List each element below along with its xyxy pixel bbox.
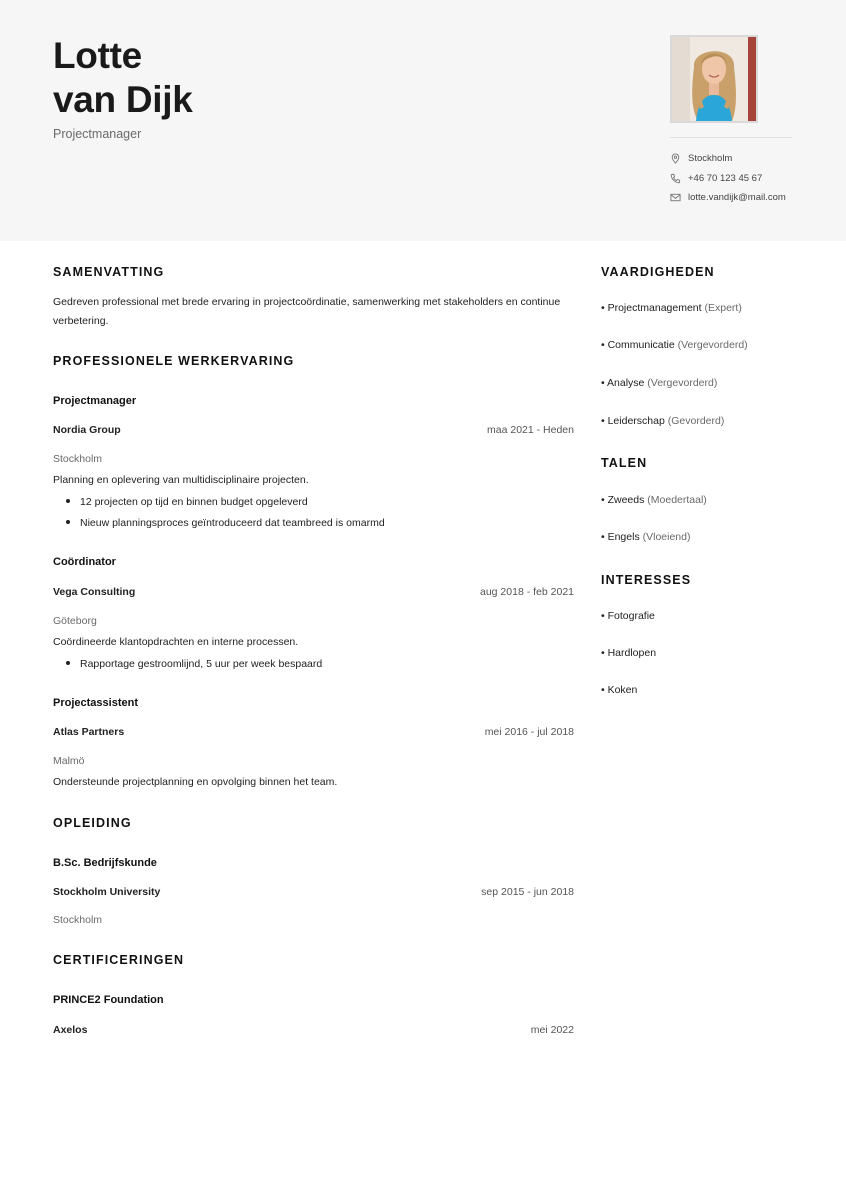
- job-dates: mei 2016 - jul 2018: [484, 726, 574, 738]
- job-bullet: [66, 517, 385, 529]
- resume-header: [0, 0, 846, 241]
- contact-phone: [670, 171, 762, 185]
- bullet-dot-icon: [66, 661, 70, 665]
- contact-phone-text: +46 70 123 45 67: [688, 172, 763, 184]
- contact-location-text: Stockholm: [688, 152, 733, 164]
- language-level: (Vloeiend): [642, 531, 691, 543]
- contact-location: [670, 151, 732, 165]
- skill-level: (Gevorderd): [667, 415, 725, 427]
- bullet-dot-icon: [66, 520, 70, 524]
- interest-item: • Hardlopen: [601, 647, 657, 659]
- first-name: Lotte: [53, 35, 142, 76]
- interest-name: Hardlopen: [607, 647, 657, 659]
- job-dates: maa 2021 - Heden: [487, 424, 574, 436]
- job-dates: aug 2018 - feb 2021: [480, 586, 574, 598]
- job-bullet: [66, 658, 322, 670]
- contact-email-text[interactable]: lotte.vandijk@mail.com: [688, 191, 786, 203]
- last-name: van Dijk: [53, 79, 193, 120]
- job-role: Coördinator: [53, 556, 116, 568]
- skills-title: VAARDIGHEDEN: [601, 265, 715, 279]
- summary-title: SAMENVATTING: [53, 265, 165, 279]
- job-location: Göteborg: [53, 615, 97, 627]
- language-level: (Moedertaal): [647, 494, 707, 506]
- skill-level: (Expert): [704, 302, 742, 314]
- education-degree: B.Sc. Bedrijfskunde: [53, 857, 157, 869]
- skill-item: • Communicatie (Vergevorderd): [601, 339, 748, 351]
- profile-photo: [670, 35, 758, 123]
- language-item: • Zweeds (Moedertaal): [601, 494, 707, 506]
- language-name: Engels: [607, 531, 640, 543]
- job-company: Vega Consulting: [53, 586, 136, 598]
- experience-title: PROFESSIONELE WERKERVARING: [53, 354, 295, 368]
- bullet-dot-icon: [66, 499, 70, 503]
- job-bullet: [66, 496, 308, 508]
- education-title: OPLEIDING: [53, 816, 132, 830]
- job-company: Atlas Partners: [53, 726, 125, 738]
- phone-icon: [670, 173, 681, 184]
- skill-item: • Projectmanagement (Expert): [601, 302, 742, 314]
- job-location: Stockholm: [53, 453, 103, 465]
- interests-title: INTERESSES: [601, 573, 692, 587]
- languages-title: TALEN: [601, 456, 648, 470]
- education-location: Stockholm: [53, 914, 103, 926]
- job-title: Projectmanager: [53, 127, 142, 141]
- job-location: Malmö: [53, 755, 85, 767]
- education-dates: sep 2015 - jun 2018: [481, 886, 574, 898]
- profile-photo-illustration: [672, 37, 756, 121]
- education-school: Stockholm University: [53, 886, 161, 898]
- certification-name: PRINCE2 Foundation: [53, 994, 164, 1006]
- skill-name: Analyse: [607, 377, 645, 389]
- job-bullet-text: Rapportage gestroomlijnd, 5 uur per week bespaard: [80, 658, 323, 670]
- skill-name: Communicatie: [607, 339, 675, 351]
- language-item: • Engels (Vloeiend): [601, 531, 691, 543]
- job-role: Projectmanager: [53, 395, 137, 407]
- summary-text: Gedreven professional met brede ervaring in projectcoördinatie, samenwerking met stakeholders en continue verbetering.: [53, 296, 561, 327]
- job-company: Nordia Group: [53, 424, 121, 436]
- language-name: Zweeds: [607, 494, 645, 506]
- certification-date: mei 2022: [530, 1024, 574, 1036]
- job-bullet-text: 12 projecten op tijd en binnen budget opgeleverd: [80, 496, 308, 508]
- skill-item: • Leiderschap (Gevorderd): [601, 415, 725, 427]
- skill-level: (Vergevorderd): [677, 339, 748, 351]
- certification-issuer: Axelos: [53, 1024, 88, 1036]
- interest-name: Koken: [607, 684, 638, 696]
- skill-name: Leiderschap: [607, 415, 665, 427]
- interest-item: • Koken: [601, 684, 638, 696]
- job-bullet-text: Nieuw planningsproces geïntroduceerd dat teambreed is omarmd: [80, 517, 385, 529]
- job-description: Ondersteunde projectplanning en opvolging binnen het team.: [53, 776, 338, 788]
- interest-name: Fotografie: [607, 610, 655, 622]
- mail-icon: [670, 192, 681, 203]
- certifications-title: CERTIFICERINGEN: [53, 953, 185, 967]
- job-description: Coördineerde klantopdrachten en interne processen.: [53, 636, 299, 648]
- job-role: Projectassistent: [53, 697, 138, 709]
- skill-name: Projectmanagement: [607, 302, 702, 314]
- location-pin-icon: [670, 153, 681, 164]
- contact-divider: [670, 137, 792, 138]
- job-description: Planning en oplevering van multidisciplinaire projecten.: [53, 474, 309, 486]
- skill-item: • Analyse (Vergevorderd): [601, 377, 718, 389]
- contact-email[interactable]: [670, 190, 786, 204]
- skill-level: (Vergevorderd): [647, 377, 718, 389]
- interest-item: • Fotografie: [601, 610, 655, 622]
